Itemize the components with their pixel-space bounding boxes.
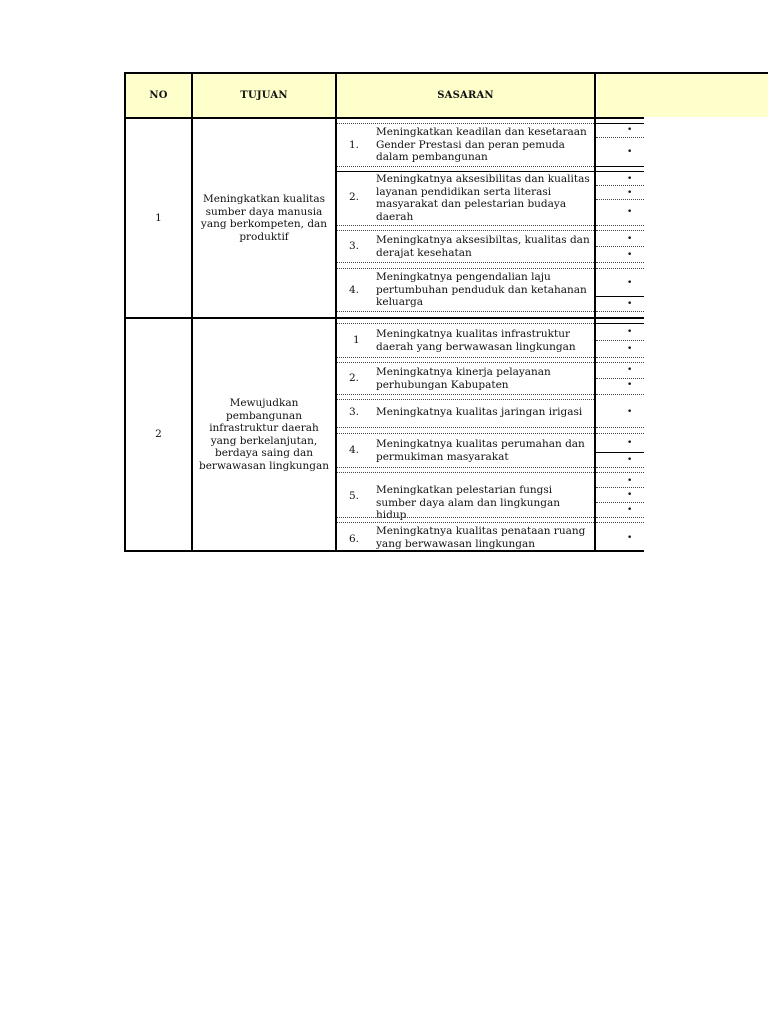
indicator-divider (596, 502, 644, 503)
indicator-divider (596, 268, 644, 269)
group-2-no: 2 (155, 428, 162, 441)
indicator-divider (596, 199, 644, 200)
indicator-bullet: • (627, 455, 633, 465)
row-divider (337, 166, 594, 167)
indicator-divider (596, 394, 644, 395)
indicator-divider (596, 246, 644, 247)
indicator-divider (596, 467, 644, 468)
indicator-divider (596, 137, 644, 138)
row-divider (337, 323, 594, 324)
indicator-bullet: • (627, 407, 633, 417)
indicator-bullet: • (627, 299, 633, 309)
sasaran-number: 6. (349, 533, 360, 545)
indicator-bullet: • (627, 327, 633, 337)
sasaran-text: Meningkatnya kualitas perumahan dan permukiman masyarakat (376, 438, 585, 463)
indicator-divider (596, 378, 644, 379)
group-1-tujuan: Meningkatkan kualitas sumber daya manusia yang berkompeten, dan produktif (200, 193, 328, 243)
row-divider (337, 517, 594, 518)
sasaran-text: Meningkatnya kualitas infrastruktur daerah yang berwawasan lingkungan (376, 328, 576, 353)
row-divider (337, 472, 594, 473)
indicator-bullet: • (627, 174, 633, 184)
row-divider (337, 433, 594, 434)
indicator-divider (596, 517, 644, 518)
indicator-divider (596, 225, 644, 226)
sasaran-text: Meningkatnya kualitas penataan ruang yang berwawasan lingkungan (376, 525, 586, 550)
row-divider (337, 262, 594, 263)
row-divider (337, 171, 594, 172)
row-divider (337, 357, 594, 358)
indicator-bullet: • (627, 490, 633, 500)
sasaran-text: Meningkatnya aksesibilitas dan kualitas layanan pendidikan serta literasi masyarakat dan pelestarian budaya daerah (376, 173, 590, 223)
row-divider (337, 427, 594, 428)
indicator-bullet: • (627, 438, 633, 448)
col-tujuan-border (335, 72, 337, 552)
indicator-bullet: • (627, 125, 633, 135)
indicator-bullet: • (627, 207, 633, 217)
row-divider (337, 467, 594, 468)
sasaran-number: 1 (353, 334, 360, 346)
sasaran-number: 3. (349, 240, 360, 252)
col-sasaran-border (594, 72, 596, 552)
row-divider (337, 311, 594, 312)
sasaran-text: Meningkatnya kualitas jaringan irigasi (376, 406, 583, 418)
sasaran-text: Meningkatnya kinerja pelayanan perhubungan Kabupaten (376, 366, 551, 391)
sasaran-number: 5. (349, 490, 360, 502)
col-no-border (191, 72, 193, 552)
sasaran-text: Meningkatnya pengendalian laju pertumbuhan penduduk dan ketahanan keluarga (376, 271, 587, 308)
row-divider (337, 123, 594, 124)
group-1-no: 1 (155, 211, 162, 224)
indicator-bullet: • (627, 278, 633, 288)
indicator-bullet: • (627, 365, 633, 375)
sasaran-number: 4. (349, 284, 360, 296)
indicator-divider (596, 323, 644, 324)
indicator-divider (596, 230, 644, 231)
indicator-bullet: • (627, 380, 633, 390)
row-divider (337, 225, 594, 226)
indicator-bullet: • (627, 188, 633, 198)
indicator-divider (596, 487, 644, 488)
sasaran-number: 2. (349, 191, 360, 203)
header-tujuan: TUJUAN (193, 74, 335, 117)
indicator-divider (596, 433, 644, 434)
indicator-bullet: • (627, 147, 633, 157)
row-divider (337, 394, 594, 395)
sasaran-number: 4. (349, 444, 360, 456)
table-bottom-border (124, 550, 644, 552)
indicator-divider (596, 340, 644, 341)
header-no: NO (126, 74, 191, 117)
indicator-divider (596, 123, 644, 124)
row-divider (337, 362, 594, 363)
indicator-divider (596, 185, 644, 186)
indicator-bullet: • (627, 476, 633, 486)
indicator-bullet: • (627, 250, 633, 260)
indicator-divider (596, 357, 644, 358)
indicator-divider (596, 311, 644, 312)
indicator-divider (596, 522, 644, 523)
sasaran-text: Meningkatnya aksesibiltas, kualitas dan derajat kesehatan (376, 234, 590, 259)
sasaran-text: Meningkatkan keadilan dan kesetaraan Gender Prestasi dan peran pemuda dalam pembangunan (376, 126, 587, 163)
indicator-bullet: • (627, 533, 633, 543)
indicator-divider (596, 262, 644, 263)
indicator-bullet: • (627, 344, 633, 354)
row-divider (337, 399, 594, 400)
indicator-divider (596, 472, 644, 473)
group-2-tujuan: Mewujudkan pembangunan infrastruktur daerah yang berkelanjutan, berdaya saing dan berwawasan lingkungan (198, 397, 330, 472)
indicator-divider (596, 452, 644, 453)
indicator-divider (596, 427, 644, 428)
indicator-divider (596, 166, 644, 167)
row-divider (337, 522, 594, 523)
header-indikator-cut (597, 74, 768, 117)
table-top-border (124, 72, 768, 74)
row-divider (337, 268, 594, 269)
sasaran-text: Meningkatkan pelestarian fungsi sumber daya alam dan lingkungan hidup (376, 484, 560, 521)
indicator-divider (596, 296, 644, 297)
row-divider (337, 230, 594, 231)
sasaran-number: 2. (349, 372, 360, 384)
indicator-bullet: • (627, 505, 633, 515)
indicator-divider (596, 171, 644, 172)
indicator-divider (596, 362, 644, 363)
sasaran-number: 3. (349, 406, 360, 418)
sasaran-number: 1. (349, 139, 360, 151)
indicator-bullet: • (627, 234, 633, 244)
header-sasaran: SASARAN (337, 74, 594, 117)
